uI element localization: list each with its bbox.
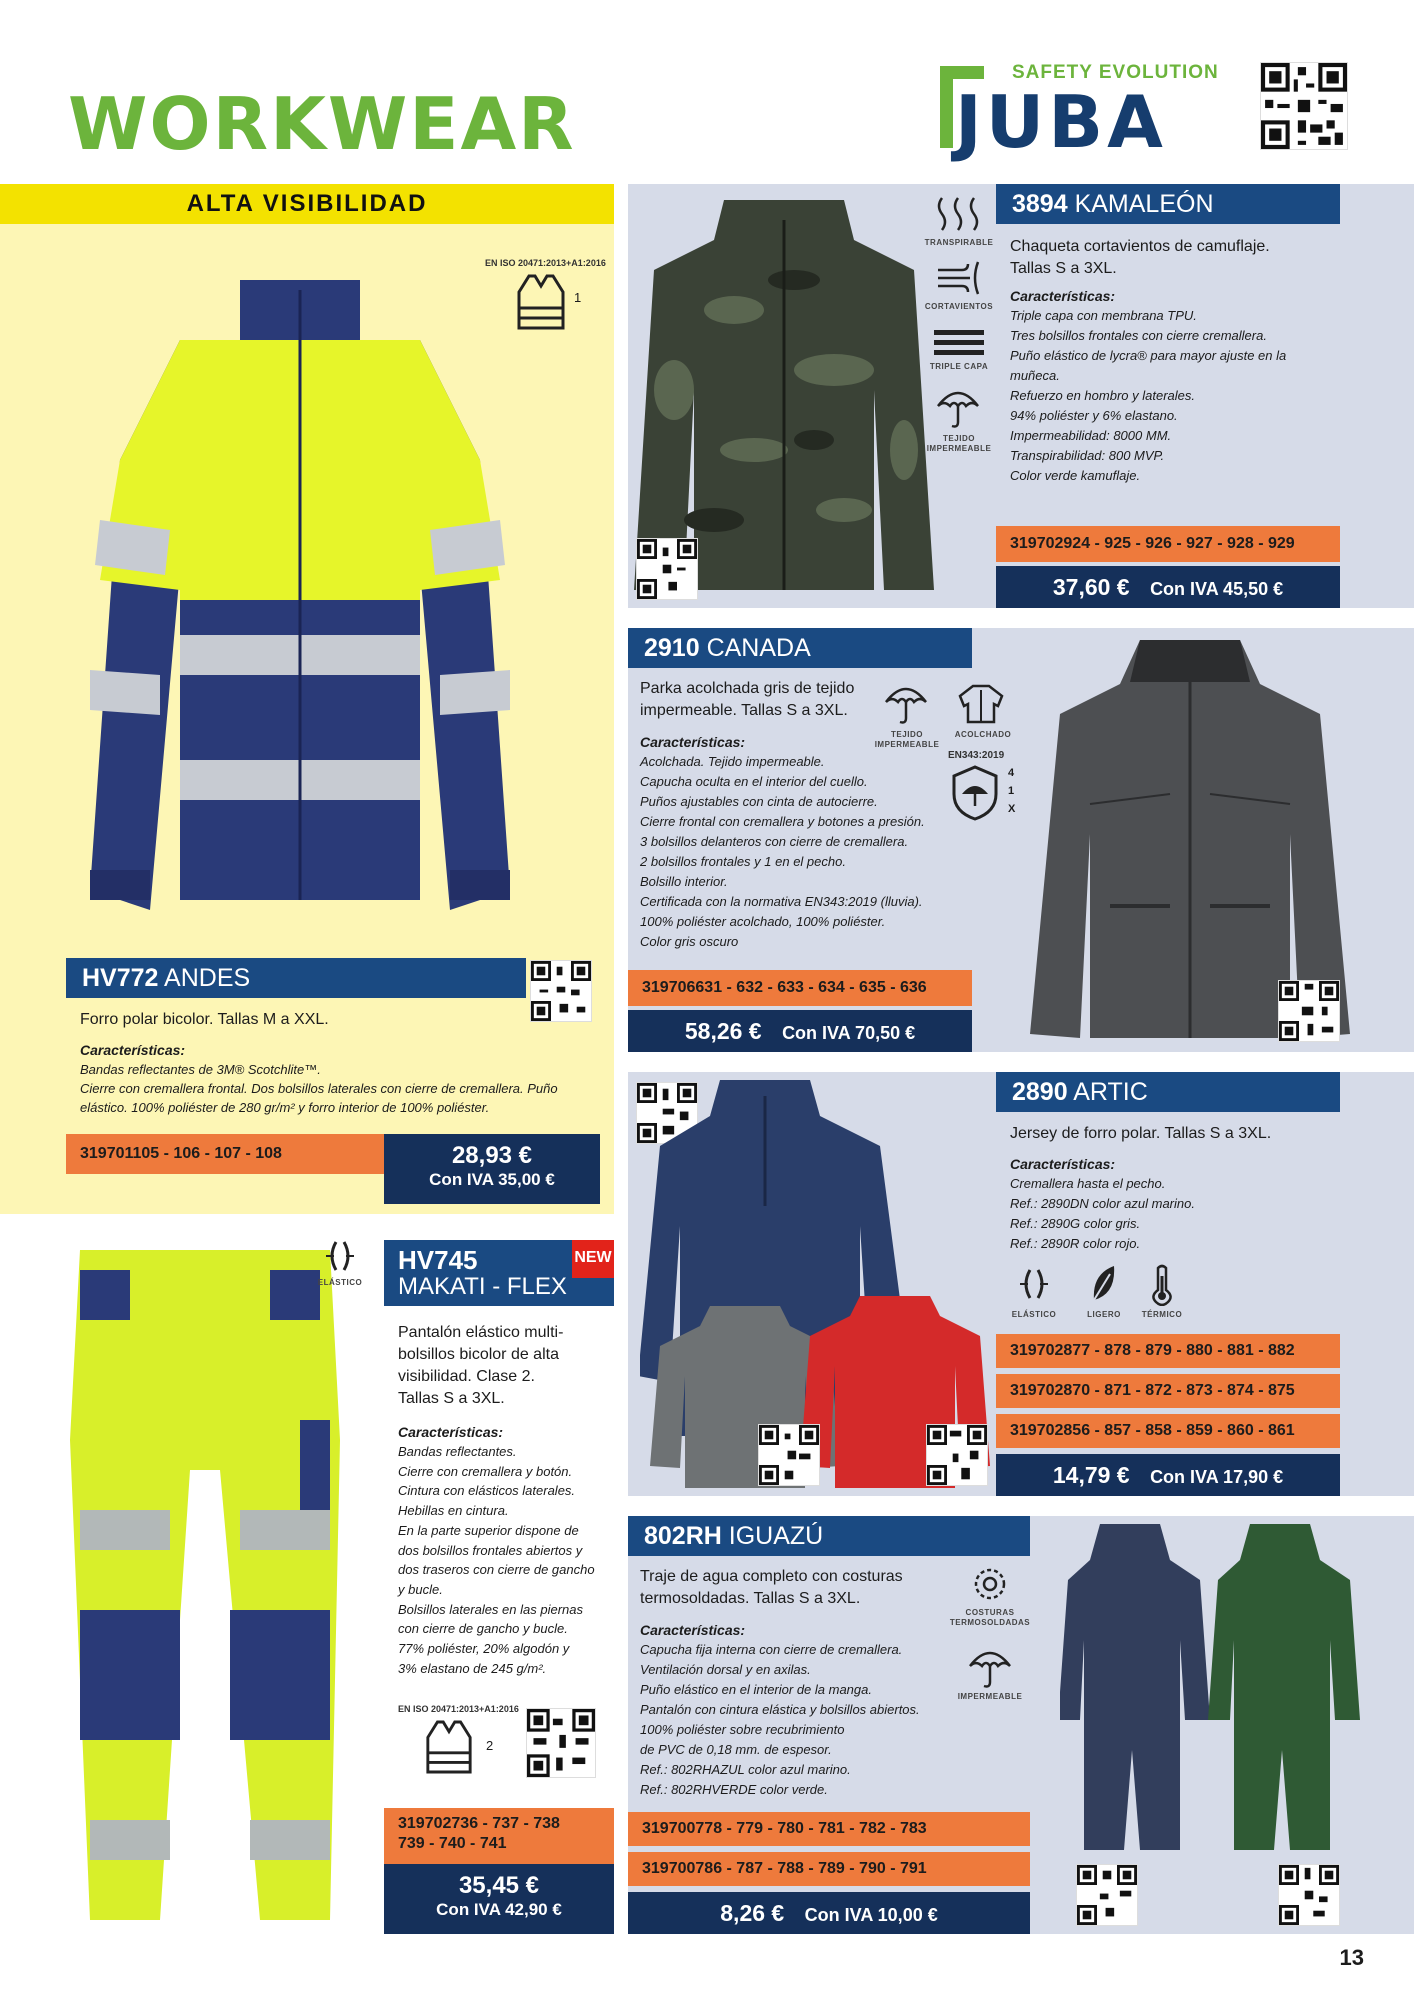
canada-feature: 100% poliéster acolchado, 100% poliéster.: [640, 914, 886, 929]
artic-feature: Ref.: 2890DN color azul marino.: [1010, 1196, 1195, 1211]
artic-feature: Cremallera hasta el pecho.: [1010, 1176, 1166, 1191]
andes-header: [66, 958, 526, 998]
makati-desc-line: Pantalón elástico multi-: [398, 1324, 564, 1341]
iguazu-feature: Pantalón con cintura elástica y bolsillos abiertos.: [640, 1702, 920, 1717]
artic-refs: 319702856 - 857 - 858 - 859 - 860 - 861: [996, 1414, 1340, 1448]
makati-trousers-image: [60, 1240, 350, 1930]
canada-refs: 319706631 - 632 - 633 - 634 - 635 - 636: [628, 970, 972, 1006]
canada-icon-label: TEJIDO: [891, 730, 923, 739]
makati-feature: Cierre con cremallera y botón.: [398, 1463, 573, 1479]
iguazu-price-box: [628, 1892, 1030, 1934]
makati-feature: Bandas reflectantes.: [398, 1444, 517, 1459]
logo-wordmark: JUBA: [955, 80, 1167, 164]
andes-feature: Bandas reflectantes de 3M® Scotchlite™.: [80, 1062, 321, 1077]
canada-norm-value: 4: [1008, 767, 1015, 779]
qr-code-icon[interactable]: [926, 1424, 988, 1486]
umbrella-icon: [966, 1646, 1014, 1690]
andes-refs: 319701105 - 106 - 107 - 108: [66, 1134, 384, 1174]
makati-feature: dos bolsillos frontales abiertos y: [398, 1542, 583, 1558]
iguazu-feature: Ref.: 802RHAZUL color azul marino.: [640, 1762, 851, 1777]
andes-name: ANDES: [164, 964, 251, 992]
makati-feature: con cierre de gancho y bucle.: [398, 1621, 568, 1637]
makati-desc-line: Tallas S a 3XL.: [398, 1390, 505, 1407]
kamaleon-feature: Puño elástico de lycra® para mayor ajuste en la: [1010, 348, 1287, 363]
iguazu-feature: Ref.: 802RHVERDE color verde.: [640, 1782, 828, 1797]
makati-feature: dos traseros con cierre de gancho: [398, 1562, 595, 1578]
section-title: ALTA VISIBILIDAD: [186, 190, 428, 217]
canada-features-title: Características:: [640, 734, 746, 750]
canada-feature: Acolchada. Tejido impermeable.: [640, 754, 825, 769]
hi-vis-vest-icon: [424, 1718, 474, 1776]
andes-jacket-image: [60, 250, 540, 930]
breathable-icon: [934, 190, 982, 234]
iguazu-icon-label: IMPERMEABLE: [957, 1692, 1023, 1701]
kamaleon-feature: Color verde kamuflaje.: [1010, 468, 1141, 483]
canada-header: [628, 628, 972, 668]
canada-feature: Capucha oculta en el interior del cuello.: [640, 774, 868, 789]
kamaleon-feature: Triple capa con membrana TPU.: [1010, 308, 1197, 323]
makati-norm: EN ISO 20471:2013+A1:2016: [398, 1704, 519, 1714]
qr-code-icon[interactable]: [758, 1424, 820, 1486]
makati-feature: Bolsillos laterales en las piernas: [398, 1601, 583, 1617]
iguazu-features: [640, 1640, 970, 1800]
elastic-icon: [322, 1238, 358, 1274]
umbrella-icon: [882, 682, 930, 726]
makati-norm-class: 2: [486, 1738, 494, 1753]
qr-code-icon[interactable]: [1278, 1864, 1340, 1926]
kamaleon-code: 3894: [1012, 190, 1068, 218]
iguazu-price-iva: Con IVA 10,00 €: [804, 1905, 938, 1925]
canada-norm-values: [1008, 764, 1015, 818]
artic-icon-label: LIGERO: [1087, 1310, 1121, 1319]
kamaleon-refs: 319702924 - 925 - 926 - 927 - 928 - 929: [996, 526, 1340, 562]
umbrella-icon: [934, 386, 982, 430]
artic-header: [996, 1072, 1340, 1112]
andes-feature: Cierre con cremallera frontal. Dos bolsillos laterales con cierre de cremallera. Puño elástico. 100% poliéster de 280 gr/m² y forro interior de 100% poliéster.: [80, 1081, 558, 1115]
rain-shield-icon: [950, 764, 1000, 822]
page-title: WORKWEAR: [68, 82, 576, 166]
makati-feature: y bucle.: [398, 1581, 443, 1597]
canada-feature: 3 bolsillos delanteros con cierre de cremallera.: [640, 834, 909, 849]
andes-norm-class: 1: [574, 290, 582, 305]
kamaleon-feature: Tres bolsillos frontales con cierre cremallera.: [1010, 328, 1267, 343]
feather-icon: [1086, 1264, 1122, 1304]
iguazu-code: 802RH: [644, 1522, 722, 1550]
canada-icon-label: IMPERMEABLE: [874, 740, 940, 749]
canada-description: [640, 678, 854, 722]
kamaleon-desc-line: Tallas S a 3XL.: [1010, 260, 1117, 277]
makati-feature: Cintura con elásticos laterales.: [398, 1483, 576, 1499]
makati-price-box: [384, 1864, 614, 1934]
iguazu-icon-label: COSTURAS: [965, 1608, 1015, 1617]
andes-features-title: Características:: [80, 1042, 186, 1058]
kamaleon-feature: Refuerzo en hombro y laterales.: [1010, 388, 1195, 403]
canada-feature: Bolsillo interior.: [640, 874, 728, 889]
canada-price-box: [628, 1010, 972, 1052]
canada-norm-value: 1: [1008, 785, 1015, 797]
kamaleon-name: KAMALEÓN: [1074, 190, 1214, 218]
iguazu-feature: 100% poliéster sobre recubrimiento: [640, 1722, 845, 1737]
iguazu-desc-line: Traje de agua completo con costuras: [640, 1568, 903, 1585]
logo-tagline: SAFETY EVOLUTION: [1012, 62, 1219, 83]
artic-name: ARTIC: [1073, 1078, 1148, 1106]
makati-desc-line: bolsillos bicolor de alta: [398, 1346, 559, 1363]
artic-price-iva: Con IVA 17,90 €: [1150, 1467, 1284, 1487]
kamaleon-icon-label: TRIPLE CAPA: [929, 362, 989, 371]
iguazu-refs: 319700786 - 787 - 788 - 789 - 790 - 791: [628, 1852, 1030, 1886]
makati-feature: En la parte superior dispone de: [398, 1522, 579, 1538]
andes-norm: EN ISO 20471:2013+A1:2016: [485, 258, 606, 268]
canada-norm: EN343:2019: [948, 750, 1005, 761]
qr-code-icon[interactable]: [1260, 62, 1348, 150]
iguazu-description: [640, 1566, 903, 1610]
artic-code: 2890: [1012, 1078, 1068, 1106]
artic-feature: Ref.: 2890R color rojo.: [1010, 1236, 1141, 1251]
makati-ref-line: 739 - 740 - 741: [398, 1835, 507, 1852]
makati-feature: 77% poliéster, 20% algodón y: [398, 1641, 570, 1657]
canada-features: [640, 752, 970, 952]
iguazu-refs: 319700778 - 779 - 780 - 781 - 782 - 783: [628, 1812, 1030, 1846]
makati-price-iva: Con IVA 42,90 €: [436, 1900, 562, 1919]
kamaleon-header: [996, 184, 1340, 224]
kamaleon-features: [1010, 306, 1340, 486]
canada-feature: Color gris oscuro: [640, 934, 739, 949]
kamaleon-feature: 94% poliéster y 6% elastano.: [1010, 408, 1178, 423]
makati-desc-line: visibilidad. Clase 2.: [398, 1368, 535, 1385]
canada-icon-label: ACOLCHADO: [954, 730, 1012, 739]
page-number: 13: [1339, 1945, 1364, 1970]
iguazu-features-title: Características:: [640, 1622, 746, 1638]
andes-price-iva: Con IVA 35,00 €: [429, 1170, 555, 1189]
makati-icon-label: ELÁSTICO: [317, 1278, 363, 1287]
iguazu-feature: de PVC de 0,18 mm. de espesor.: [640, 1742, 832, 1757]
makati-features-title: Características:: [398, 1424, 504, 1440]
thermometer-icon: [1148, 1264, 1176, 1306]
andes-price-box: [384, 1134, 600, 1204]
qr-code-icon[interactable]: [530, 960, 592, 1022]
canada-feature: Puños ajustables con cinta de autocierre.: [640, 794, 878, 809]
makati-features: [398, 1442, 608, 1678]
iguazu-icon-label: TERMOSOLDADAS: [949, 1618, 1031, 1627]
makati-price: 35,45 €: [458, 1872, 540, 1899]
iguazu-header: [628, 1516, 1030, 1556]
windproof-icon: [934, 258, 984, 298]
iguazu-price: 8,26 €: [720, 1900, 785, 1926]
kamaleon-price-iva: Con IVA 45,50 €: [1150, 579, 1284, 599]
qr-code-icon[interactable]: [526, 1708, 596, 1778]
andes-features: [80, 1060, 600, 1117]
kamaleon-desc-line: Chaqueta cortavientos de camuflaje.: [1010, 238, 1270, 255]
canada-price-iva: Con IVA 70,50 €: [782, 1023, 916, 1043]
canada-desc-line: impermeable. Tallas S a 3XL.: [640, 702, 848, 719]
kamaleon-jacket-image: [634, 190, 934, 596]
makati-code: HV745: [398, 1245, 478, 1275]
canada-name: CANADA: [706, 634, 811, 662]
makati-refs: [384, 1808, 614, 1864]
iguazu-feature: Ventilación dorsal y en axilas.: [640, 1662, 811, 1677]
andes-description: Forro polar bicolor. Tallas M a XXL.: [80, 1011, 329, 1028]
kamaleon-icon-label: TEJIDO: [943, 434, 975, 443]
qr-code-icon[interactable]: [1278, 980, 1340, 1042]
triple-layer-icon: [934, 328, 984, 358]
kamaleon-feature: Transpirabilidad: 800 MVP.: [1010, 448, 1165, 463]
hi-vis-vest-icon: [515, 272, 567, 332]
makati-description: [398, 1322, 608, 1410]
artic-description: Jersey de forro polar. Tallas S a 3XL.: [1010, 1125, 1272, 1142]
iguazu-desc-line: termosoldadas. Tallas S a 3XL.: [640, 1590, 861, 1607]
makati-ref-line: 319702736 - 737 - 738: [398, 1815, 560, 1832]
kamaleon-icon-label: IMPERMEABLE: [926, 444, 992, 453]
qr-code-icon[interactable]: [1076, 1864, 1138, 1926]
canada-feature: Cierre frontal con cremallera y botones a presión.: [640, 814, 925, 829]
canada-feature: Certificada con la normativa EN343:2019 (lluvia).: [640, 894, 923, 909]
makati-feature: 3% elastano de 245 g/m².: [398, 1660, 547, 1676]
iguazu-name: IGUAZÚ: [728, 1522, 824, 1550]
artic-refs: 319702877 - 878 - 879 - 880 - 881 - 882: [996, 1334, 1340, 1368]
iguazu-rainsuit-image: [1060, 1520, 1360, 1850]
padded-jacket-icon: [956, 682, 1006, 726]
sealed-seams-icon: [972, 1566, 1008, 1602]
artic-features: [1010, 1174, 1340, 1254]
qr-code-icon[interactable]: [636, 538, 698, 600]
kamaleon-feature: muñeca.: [1010, 368, 1060, 383]
iguazu-feature: Puño elástico en el interior de la manga.: [640, 1682, 872, 1697]
artic-icon-label: ELÁSTICO: [1011, 1310, 1057, 1319]
kamaleon-icon-label: CORTAVIENTOS: [924, 302, 994, 311]
elastic-icon: [1016, 1266, 1052, 1302]
kamaleon-price: 37,60 €: [1052, 574, 1130, 600]
makati-feature: Hebillas en cintura.: [398, 1503, 509, 1519]
canada-price: 58,26 €: [684, 1018, 762, 1044]
canada-norm-value: X: [1008, 803, 1016, 815]
kamaleon-icon-label: TRANSPIRABLE: [924, 238, 994, 247]
artic-price-box: [996, 1454, 1340, 1496]
andes-code: HV772: [82, 964, 159, 992]
andes-price: 28,93 €: [451, 1142, 533, 1169]
kamaleon-price-box: [996, 566, 1340, 608]
kamaleon-features-title: Características:: [1010, 288, 1116, 304]
artic-icon-label: TÉRMICO: [1141, 1310, 1183, 1319]
canada-desc-line: Parka acolchada gris de tejido: [640, 680, 855, 697]
kamaleon-description: [1010, 236, 1270, 280]
artic-features-title: Características:: [1010, 1156, 1116, 1172]
new-badge: NEW: [572, 1240, 614, 1278]
artic-refs: 319702870 - 871 - 872 - 873 - 874 - 875: [996, 1374, 1340, 1408]
artic-price: 14,79 €: [1052, 1462, 1130, 1488]
artic-feature: Ref.: 2890G color gris.: [1010, 1216, 1141, 1231]
canada-code: 2910: [644, 634, 700, 662]
iguazu-feature: Capucha fija interna con cierre de cremallera.: [640, 1642, 903, 1657]
canada-feature: 2 bolsillos frontales y 1 en el pecho.: [640, 854, 846, 869]
makati-name: MAKATI - FLEX: [398, 1273, 567, 1300]
kamaleon-feature: Impermeabilidad: 8000 MM.: [1010, 428, 1172, 443]
